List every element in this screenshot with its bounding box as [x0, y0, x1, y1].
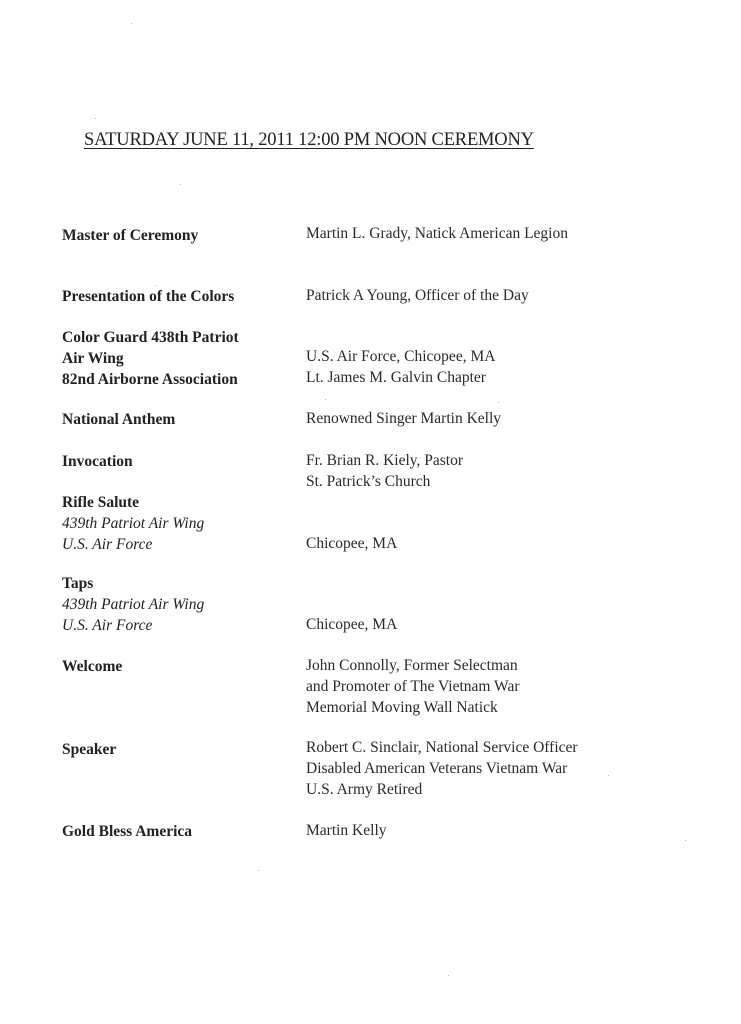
role-line: Gold Bless America	[62, 823, 193, 840]
person-line: Renowned Singer Martin Kelly	[306, 410, 502, 427]
person-line: Fr. Brian R. Kiely, Pastor	[306, 452, 464, 469]
role-sub-line: U.S. Air Force	[62, 617, 153, 634]
scan-speck	[325, 399, 326, 400]
program-role	[62, 821, 192, 842]
person-line: John Connolly, Former Selectman	[306, 657, 518, 674]
scan-speck	[131, 23, 132, 24]
person-line: Martin L. Grady, Natick American Legion	[306, 225, 568, 242]
scan-speck	[685, 840, 686, 841]
program-person	[306, 285, 529, 306]
program-role	[62, 739, 116, 760]
program-person	[306, 820, 387, 841]
program-person	[306, 533, 397, 554]
scan-speck	[608, 775, 609, 776]
person-line: Memorial Moving Wall Natick	[306, 699, 498, 716]
scan-speck	[95, 118, 96, 119]
role-line: Invocation	[62, 453, 133, 470]
scan-speck	[448, 975, 449, 976]
program-role	[62, 286, 234, 307]
program-person	[306, 450, 463, 492]
program-person	[306, 737, 578, 800]
role-sub-line: 439th Patriot Air Wing	[62, 596, 205, 613]
role-sub-line: U.S. Air Force	[62, 536, 153, 553]
scan-speck	[498, 402, 499, 403]
person-line: Robert C. Sinclair, National Service Officer	[306, 739, 578, 756]
scan-speck	[258, 870, 259, 871]
program-role	[62, 656, 122, 677]
person-line: Martin Kelly	[306, 822, 387, 839]
role-line: National Anthem	[62, 411, 176, 428]
program-person	[306, 614, 397, 635]
program-person	[306, 346, 495, 388]
role-line: Taps	[62, 575, 94, 592]
person-line: Lt. James M. Galvin Chapter	[306, 369, 486, 386]
program-role	[62, 573, 204, 636]
person-line: U.S. Army Retired	[306, 781, 423, 798]
role-line: Air Wing	[62, 350, 124, 367]
program-person	[306, 408, 501, 429]
scan-speck	[180, 184, 181, 185]
role-line: Presentation of the Colors	[62, 288, 235, 305]
person-line: and Promoter of The Vietnam War	[306, 678, 520, 695]
program-role	[62, 492, 204, 555]
program-person	[306, 655, 519, 718]
person-line: St. Patrick’s Church	[306, 473, 431, 490]
person-line: Chicopee, MA	[306, 616, 398, 633]
scan-speck	[155, 285, 156, 286]
program-role	[62, 225, 198, 246]
role-line: Speaker	[62, 741, 117, 758]
program-role	[62, 409, 175, 430]
page-title: SATURDAY JUNE 11, 2011 12:00 PM NOON CEREMONY	[84, 130, 534, 150]
program-person	[306, 223, 568, 244]
person-line: Chicopee, MA	[306, 535, 398, 552]
program-role	[62, 451, 133, 472]
person-line: Disabled American Veterans Vietnam War	[306, 760, 568, 777]
person-line: Patrick A Young, Officer of the Day	[306, 287, 529, 304]
role-line: 82nd Airborne Association	[62, 371, 238, 388]
role-line: Color Guard 438th Patriot	[62, 329, 239, 346]
role-line: Rifle Salute	[62, 494, 140, 511]
role-line: Master of Ceremony	[62, 227, 199, 244]
role-line: Welcome	[62, 658, 123, 675]
program-role	[62, 327, 239, 390]
role-sub-line: 439th Patriot Air Wing	[62, 515, 205, 532]
person-line: U.S. Air Force, Chicopee, MA	[306, 348, 496, 365]
